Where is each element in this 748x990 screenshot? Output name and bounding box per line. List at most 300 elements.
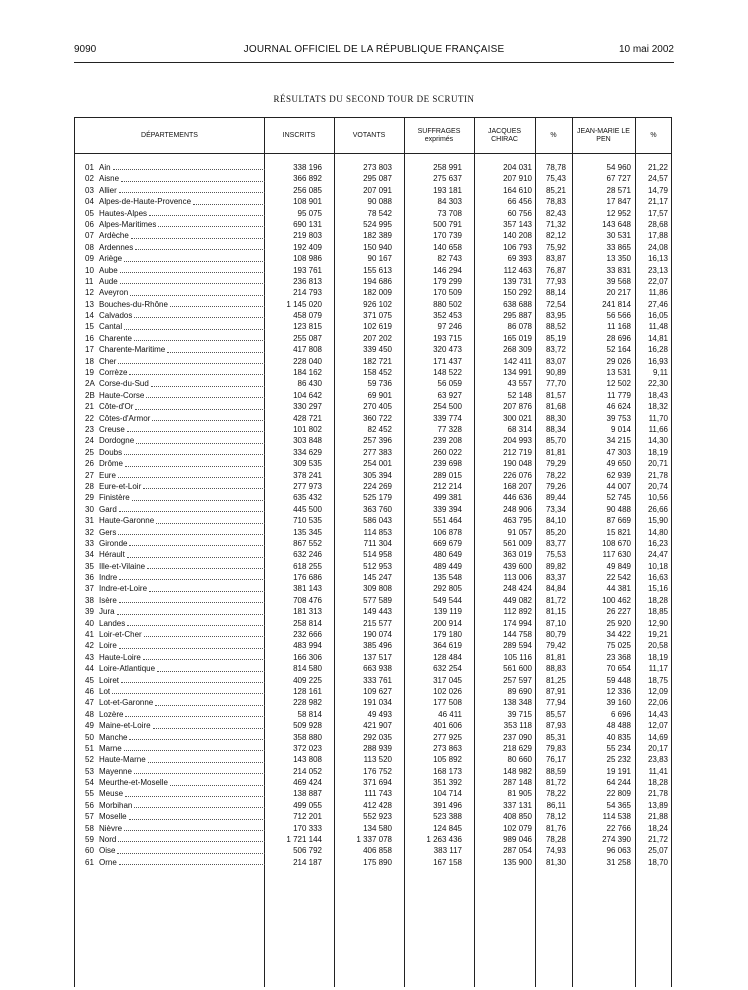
le-pen-cell: 64 244 — [606, 778, 631, 788]
chirac-percent-cell: 83,77 — [545, 538, 566, 548]
chirac-percent-cell: 79,26 — [545, 481, 566, 491]
department-code: 52 — [85, 755, 94, 765]
suffrages-cell: 364 619 — [433, 641, 462, 651]
chirac-percent-cell: 84,84 — [545, 584, 566, 594]
chirac-percent-cell: 85,31 — [545, 732, 566, 742]
department-cell — [85, 538, 265, 549]
votants-cell: 524 995 — [363, 219, 392, 229]
header-separator — [75, 153, 671, 154]
department-cell — [85, 185, 265, 196]
suffrages-cell: 177 508 — [433, 698, 462, 708]
inscrits-cell: 255 087 — [293, 333, 322, 343]
leader-dots — [124, 823, 265, 831]
le-pen-cell: 117 630 — [602, 550, 631, 560]
leader-dots — [170, 777, 265, 785]
table-row — [75, 811, 673, 822]
le-pen-percent-cell: 11,41 — [648, 766, 668, 776]
inscrits-cell: 108 986 — [293, 254, 322, 264]
votants-cell: 309 808 — [363, 584, 392, 594]
department-name: Oise — [99, 846, 116, 856]
leader-dots — [127, 618, 265, 626]
le-pen-percent-cell: 20,74 — [647, 481, 668, 491]
suffrages-cell: 135 548 — [433, 573, 462, 583]
inscrits-cell: 708 476 — [293, 595, 322, 605]
department-cell — [85, 640, 265, 651]
le-pen-cell: 274 390 — [602, 835, 631, 845]
le-pen-cell: 56 566 — [606, 311, 631, 321]
le-pen-cell: 34 422 — [606, 630, 631, 640]
department-cell — [85, 754, 265, 765]
leader-dots — [117, 845, 265, 853]
inscrits-cell: 338 196 — [293, 163, 322, 172]
table-row — [75, 515, 673, 526]
department-name: Meuse — [99, 789, 124, 799]
chirac-cell: 52 148 — [507, 390, 532, 400]
department-name: Haute-Loire — [99, 652, 141, 662]
department-name: Aveyron — [99, 288, 129, 298]
table-row — [75, 196, 673, 207]
department-name: Alpes-Maritimes — [99, 219, 157, 229]
department-cell — [85, 390, 265, 401]
le-pen-cell: 6 696 — [610, 709, 631, 719]
inscrits-cell: 232 666 — [293, 630, 322, 640]
leader-dots — [155, 697, 265, 705]
table-row — [75, 857, 673, 868]
department-cell — [85, 527, 265, 538]
votants-cell: 155 613 — [363, 265, 392, 275]
inscrits-cell: 128 161 — [293, 686, 322, 696]
le-pen-percent-cell: 18,19 — [647, 652, 668, 662]
department-code: 18 — [85, 356, 94, 366]
leader-dots — [125, 788, 265, 796]
department-cell — [85, 811, 265, 822]
leader-dots — [125, 458, 265, 466]
table-row — [75, 754, 673, 765]
table-row — [75, 470, 673, 481]
leader-dots — [130, 287, 265, 295]
department-code: 56 — [85, 800, 94, 810]
votants-cell: 514 958 — [363, 550, 392, 560]
inscrits-cell: 176 686 — [293, 573, 322, 583]
suffrages-cell: 339 774 — [433, 413, 462, 423]
chirac-percent-cell: 77,93 — [545, 276, 566, 286]
department-code: 22 — [85, 413, 94, 423]
suffrages-cell: 489 449 — [433, 561, 462, 571]
chirac-percent-cell: 78,83 — [545, 197, 566, 207]
chirac-percent-cell: 77,70 — [545, 379, 566, 389]
leader-dots — [124, 321, 265, 329]
le-pen-cell: 90 488 — [606, 504, 631, 514]
department-name: Aude — [99, 276, 118, 286]
department-code: 21 — [85, 402, 94, 412]
results-table — [74, 117, 672, 987]
inscrits-cell: 469 424 — [293, 778, 322, 788]
le-pen-cell: 23 368 — [606, 652, 631, 662]
chirac-cell: 207 876 — [503, 402, 532, 412]
leader-dots — [152, 413, 265, 421]
table-row — [75, 230, 673, 241]
department-code: 29 — [85, 493, 94, 503]
department-cell — [85, 310, 265, 321]
chirac-percent-cell: 83,87 — [545, 254, 566, 264]
le-pen-percent-cell: 21,72 — [647, 835, 668, 845]
department-cell — [85, 709, 265, 720]
le-pen-percent-cell: 14,30 — [647, 436, 668, 446]
le-pen-percent-cell: 12,07 — [647, 721, 668, 731]
suffrages-cell: 289 015 — [433, 470, 462, 480]
votants-cell: 145 247 — [363, 573, 392, 583]
le-pen-cell: 108 670 — [602, 538, 631, 548]
department-name: Corse-du-Sud — [99, 379, 149, 389]
chirac-cell: 102 079 — [503, 823, 532, 833]
le-pen-percent-cell: 14,43 — [647, 709, 668, 719]
suffrages-cell: 352 453 — [433, 311, 462, 321]
votants-cell: 134 580 — [363, 823, 392, 833]
le-pen-cell: 15 821 — [606, 527, 631, 537]
department-cell — [85, 470, 265, 481]
inscrits-cell: 618 255 — [293, 561, 322, 571]
le-pen-percent-cell: 16,63 — [647, 573, 668, 583]
leader-dots — [143, 652, 265, 660]
inscrits-cell: 228 982 — [293, 698, 322, 708]
chirac-cell: 164 610 — [503, 185, 532, 195]
le-pen-cell: 20 217 — [606, 288, 631, 298]
le-pen-cell: 12 502 — [606, 379, 631, 389]
department-name: Isère — [99, 595, 117, 605]
votants-cell: 114 853 — [363, 527, 392, 537]
chirac-cell: 257 597 — [503, 675, 532, 685]
chirac-cell: 39 715 — [507, 709, 532, 719]
chirac-cell: 60 756 — [507, 208, 532, 218]
chirac-cell: 81 905 — [507, 789, 532, 799]
votants-cell: 663 938 — [363, 664, 392, 674]
chirac-cell: 91 057 — [507, 527, 532, 537]
department-name: Gard — [99, 504, 117, 514]
department-name: Charente — [99, 333, 132, 343]
leader-dots — [153, 720, 265, 728]
chirac-cell: 561 009 — [503, 538, 532, 548]
table-row — [75, 777, 673, 788]
le-pen-cell: 87 669 — [606, 516, 631, 526]
chirac-percent-cell: 80,79 — [545, 630, 566, 640]
chirac-percent-cell: 84,10 — [545, 516, 566, 526]
column-header-le-pen: JEAN-MARIE LE PEN — [577, 127, 630, 143]
inscrits-cell: 108 901 — [293, 197, 322, 207]
le-pen-cell: 241 814 — [602, 299, 631, 309]
le-pen-percent-cell: 20,58 — [647, 641, 668, 651]
votants-cell: 113 520 — [363, 755, 392, 765]
column-header-chirac: JACQUES CHIRAC — [487, 127, 522, 143]
votants-cell: 194 686 — [363, 276, 392, 286]
votants-cell: 224 269 — [363, 481, 392, 491]
department-code: 02 — [85, 174, 94, 184]
department-code: 41 — [85, 630, 94, 640]
department-cell — [85, 857, 265, 868]
department-code: 51 — [85, 743, 94, 753]
inscrits-cell: 417 808 — [293, 345, 322, 355]
le-pen-percent-cell: 11,70 — [648, 413, 668, 423]
chirac-cell: 439 600 — [503, 561, 532, 571]
le-pen-percent-cell: 11,17 — [648, 664, 668, 674]
suffrages-cell: 193 715 — [433, 333, 462, 343]
table-row — [75, 675, 673, 686]
table-row — [75, 788, 673, 799]
inscrits-cell: 214 187 — [293, 857, 322, 867]
exprimes-label: exprimés — [424, 135, 454, 143]
votants-cell: 360 722 — [363, 413, 392, 423]
le-pen-percent-cell: 21,22 — [647, 163, 668, 172]
department-code: 36 — [85, 573, 94, 583]
table-row — [75, 732, 673, 743]
department-cell — [85, 333, 265, 344]
suffrages-cell: 170 739 — [433, 231, 462, 241]
suffrages-cell: 391 496 — [433, 800, 462, 810]
suffrages-cell: 168 173 — [433, 766, 462, 776]
department-code: 19 — [85, 368, 94, 378]
chirac-percent-cell: 78,12 — [545, 812, 566, 822]
department-name: Orne — [99, 857, 117, 867]
chirac-percent-cell: 89,44 — [545, 493, 566, 503]
department-code: 15 — [85, 322, 94, 332]
le-pen-percent-cell: 12,09 — [647, 686, 668, 696]
le-pen-cell: 49 650 — [606, 459, 631, 469]
chirac-cell: 135 900 — [503, 857, 532, 867]
department-code: 01 — [85, 163, 94, 172]
table-row — [75, 583, 673, 594]
chirac-percent-cell: 87,91 — [545, 686, 566, 696]
suffrages-cell: 239 208 — [433, 436, 462, 446]
suffrages-cell: 254 500 — [433, 402, 462, 412]
department-name: Côte-d'Or — [99, 402, 134, 412]
department-cell — [85, 697, 265, 708]
inscrits-cell: 214 793 — [293, 288, 322, 298]
department-code: 58 — [85, 823, 94, 833]
le-pen-cell: 59 448 — [606, 675, 631, 685]
suffrages-cell: 63 927 — [437, 390, 462, 400]
votants-cell: 59 736 — [367, 379, 392, 389]
votants-cell: 254 001 — [363, 459, 392, 469]
leader-dots — [121, 675, 265, 683]
leader-dots — [113, 162, 265, 170]
chirac-cell: 295 887 — [503, 311, 532, 321]
votants-cell: 257 396 — [363, 436, 392, 446]
department-name: Cantal — [99, 322, 123, 332]
le-pen-percent-cell: 21,78 — [647, 789, 668, 799]
table-row — [75, 640, 673, 651]
leader-dots — [118, 470, 265, 478]
chirac-percent-cell: 85,21 — [545, 185, 566, 195]
department-name: Maine-et-Loire — [99, 721, 151, 731]
votants-cell: 182 009 — [363, 288, 392, 298]
chirac-cell: 353 118 — [503, 721, 532, 731]
chirac-cell: 446 636 — [503, 493, 532, 503]
department-code: 26 — [85, 459, 94, 469]
chirac-percent-cell: 85,19 — [545, 333, 566, 343]
chirac-percent-cell: 83,95 — [545, 311, 566, 321]
le-pen-percent-cell: 18,24 — [647, 823, 668, 833]
suffrages-cell: 84 303 — [437, 197, 462, 207]
le-pen-cell: 70 654 — [606, 664, 631, 674]
le-pen-cell: 22 766 — [606, 823, 631, 833]
table-row — [75, 606, 673, 617]
department-code: 37 — [85, 584, 94, 594]
chirac-percent-cell: 88,83 — [545, 664, 566, 674]
chirac-percent-cell: 77,94 — [545, 698, 566, 708]
le-pen-percent-cell: 16,93 — [647, 356, 668, 366]
chirac-cell: 68 314 — [507, 424, 532, 434]
leader-dots — [127, 424, 265, 432]
chirac-cell: 138 348 — [503, 698, 532, 708]
inscrits-cell: 95 075 — [297, 208, 322, 218]
chirac-cell: 144 758 — [503, 630, 532, 640]
le-pen-percent-cell: 11,86 — [648, 288, 668, 298]
department-cell — [85, 686, 265, 697]
department-name: Lot — [99, 686, 111, 696]
le-pen-cell: 33 831 — [606, 265, 631, 275]
suffrages-cell: 193 181 — [433, 185, 462, 195]
inscrits-cell: 409 225 — [293, 675, 322, 685]
le-pen-percent-cell: 23,83 — [647, 755, 668, 765]
leader-dots — [156, 515, 265, 523]
department-cell — [85, 583, 265, 594]
department-code: 39 — [85, 607, 94, 617]
le-pen-percent-cell: 14,80 — [647, 527, 668, 537]
le-pen-cell: 25 232 — [606, 755, 631, 765]
chirac-percent-cell: 85,57 — [545, 709, 566, 719]
chirac-cell: 43 557 — [507, 379, 532, 389]
le-pen-percent-cell: 14,79 — [647, 185, 668, 195]
department-code: 12 — [85, 288, 94, 298]
leader-dots — [136, 435, 265, 443]
leader-dots — [193, 196, 265, 204]
le-pen-cell: 33 865 — [606, 242, 631, 252]
leader-dots — [149, 583, 265, 591]
leader-dots — [120, 265, 265, 273]
department-name: Calvados — [99, 311, 133, 321]
department-cell — [85, 435, 265, 446]
le-pen-cell: 31 258 — [606, 857, 631, 867]
votants-cell: 525 179 — [363, 493, 392, 503]
chirac-percent-cell: 75,92 — [545, 242, 566, 252]
department-name: Alpes-de-Haute-Provence — [99, 197, 192, 207]
le-pen-cell: 39 160 — [606, 698, 631, 708]
department-cell — [85, 481, 265, 492]
suffrages-cell: 499 381 — [433, 493, 462, 503]
chirac-cell: 268 309 — [503, 345, 532, 355]
inscrits-cell: 334 629 — [293, 447, 322, 457]
leader-dots — [121, 173, 265, 181]
table-row — [75, 697, 673, 708]
le-pen-cell: 26 227 — [606, 607, 631, 617]
chirac-percent-cell: 87,10 — [545, 618, 566, 628]
department-cell — [85, 447, 265, 458]
column-header-chirac-percent: % — [550, 131, 557, 139]
department-cell — [85, 173, 265, 184]
leader-dots — [117, 606, 265, 614]
inscrits-cell: 378 241 — [293, 470, 322, 480]
inscrits-cell: 635 432 — [293, 493, 322, 503]
department-code: 38 — [85, 595, 94, 605]
chirac-cell: 218 629 — [503, 743, 532, 753]
department-code: 04 — [85, 197, 94, 207]
leader-dots — [119, 504, 265, 512]
department-cell — [85, 162, 265, 173]
le-pen-percent-cell: 17,57 — [647, 208, 668, 218]
chirac-percent-cell: 74,93 — [545, 846, 566, 856]
inscrits-cell: 258 814 — [293, 618, 322, 628]
suffrages-cell: 97 246 — [437, 322, 462, 332]
department-name: Lozère — [99, 709, 124, 719]
chirac-percent-cell: 82,43 — [545, 208, 566, 218]
department-name: Morbihan — [99, 800, 133, 810]
table-row — [75, 561, 673, 572]
leader-dots — [135, 242, 265, 250]
department-cell — [85, 606, 265, 617]
department-code: 42 — [85, 641, 94, 651]
department-cell — [85, 663, 265, 674]
table-row — [75, 378, 673, 389]
chirac-cell: 408 850 — [503, 812, 532, 822]
table-row — [75, 834, 673, 845]
department-cell — [85, 720, 265, 731]
le-pen-percent-cell: 11,48 — [648, 322, 668, 332]
department-name: Ariège — [99, 254, 123, 264]
le-pen-cell: 100 462 — [602, 595, 631, 605]
inscrits-cell: 181 313 — [293, 607, 322, 617]
votants-cell: 111 743 — [364, 789, 392, 799]
department-code: 40 — [85, 618, 94, 628]
department-name: Hautes-Alpes — [99, 208, 148, 218]
chirac-percent-cell: 81,72 — [545, 595, 566, 605]
le-pen-percent-cell: 20,17 — [647, 743, 668, 753]
department-name: Ardennes — [99, 242, 134, 252]
department-cell — [85, 732, 265, 743]
inscrits-cell: 712 201 — [293, 812, 322, 822]
department-code: 25 — [85, 447, 94, 457]
department-code: 44 — [85, 664, 94, 674]
votants-cell: 711 304 — [363, 538, 392, 548]
department-name: Eure — [99, 470, 116, 480]
le-pen-percent-cell: 16,13 — [647, 254, 668, 264]
department-name: Haute-Garonne — [99, 516, 155, 526]
votants-cell: 49 493 — [367, 709, 392, 719]
chirac-cell: 168 207 — [503, 481, 532, 491]
inscrits-cell: 104 642 — [293, 390, 322, 400]
department-cell — [85, 549, 265, 560]
chirac-percent-cell: 71,32 — [545, 219, 566, 229]
department-name: Loir-et-Cher — [99, 630, 142, 640]
suffrages-cell: 551 464 — [433, 516, 462, 526]
chirac-cell: 561 600 — [503, 664, 532, 674]
suffrages-cell: 105 892 — [433, 755, 462, 765]
votants-cell: 150 940 — [363, 242, 392, 252]
suffrages-cell: 351 392 — [433, 778, 462, 788]
page-number: 9090 — [74, 44, 97, 55]
inscrits-cell: 458 079 — [293, 311, 322, 321]
leader-dots — [125, 709, 265, 717]
votants-cell: 175 890 — [363, 857, 392, 867]
le-pen-percent-cell: 16,05 — [647, 311, 668, 321]
votants-cell: 926 102 — [363, 299, 392, 309]
votants-cell: 190 074 — [363, 630, 392, 640]
department-name: Moselle — [99, 812, 127, 822]
le-pen-percent-cell: 18,75 — [647, 675, 668, 685]
le-pen-cell: 114 538 — [602, 812, 631, 822]
le-pen-percent-cell: 16,23 — [647, 538, 668, 548]
department-name: Eure-et-Loir — [99, 481, 142, 491]
chirac-cell: 140 208 — [503, 231, 532, 241]
chirac-percent-cell: 78,22 — [545, 789, 566, 799]
